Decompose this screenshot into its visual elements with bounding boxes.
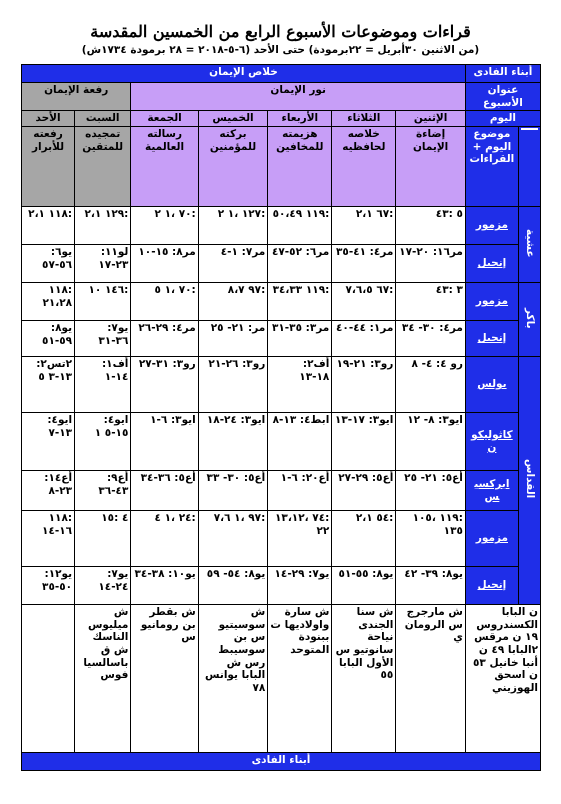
saints-cell: ش سارة واولاديها ت ببنودة المتوحد (268, 605, 332, 753)
cell: يو٨: ٥٥-٥١ (332, 567, 396, 605)
cell: :٧٠ ،١ ٥ (131, 283, 198, 321)
row-footer (22, 753, 541, 771)
row-top (22, 65, 541, 83)
week-title-label: عنوان الأسبوع (465, 83, 540, 111)
cell: مر: ٢١- ٢٥ (198, 321, 268, 357)
row-week (22, 83, 541, 111)
topic-monday: إضاءة الإيمان (396, 127, 466, 207)
saints-cell: ش بقطر بن رومانيو س (131, 605, 198, 753)
cell: يو٨: ٥٩-٥١ (22, 321, 75, 357)
row-liturgy-catholic (22, 413, 541, 471)
cell: :١٢٩ ٢،١ (75, 207, 131, 245)
cell: أع٥: ٢٩-٢٧ (332, 471, 396, 511)
row-days (22, 111, 541, 127)
saints-cell: ش ميليوس الناسك ش ق باسالسيا فوس (75, 605, 131, 753)
cell: مر٨: ١٥-١٠ (131, 245, 198, 283)
cell: يو١٢: ٥٠-٣٥ (22, 567, 75, 605)
section-liturgy: القداس (518, 357, 540, 605)
cell: :١١٨ ٢١،٢٨ (22, 283, 75, 321)
cell: يو٨: ٣٩- ٤٢ (396, 567, 466, 605)
saints-cell: ش مارجرج س الرومان ي (396, 605, 466, 753)
cell: :١١٩ ٥٠،٤٩ (268, 207, 332, 245)
cell: ايو٤: ١٣-٧ (22, 413, 75, 471)
cell: :٦٧ ٧،٦،٥ (332, 283, 396, 321)
cell: ايو٤: ١٥-٥ ١ (75, 413, 131, 471)
cell: ٥ :٤٣ (396, 207, 466, 245)
day-sunday: الأحد (22, 111, 75, 127)
cell: أع٩: ٤٣-٣٦ (75, 471, 131, 511)
topic-thursday: بركته للمؤمنين (198, 127, 268, 207)
cell: أع٢٠: ٦-١ (268, 471, 332, 511)
cell: مر١٦: ٢٠-١٧ (396, 245, 466, 283)
cell: أع٥: ٢١- ٢٥ (396, 471, 466, 511)
footer-label: أبناء الفادى (22, 753, 541, 771)
topic-sunday: رفعته للأبرار (22, 127, 75, 207)
topic-label: موضوع اليوم + القراءات (465, 127, 518, 207)
section-morning: باكر (518, 283, 540, 357)
row-topics (22, 127, 541, 207)
cell: يو٨: ٥٤- ٥٩ (198, 567, 268, 605)
row-morning-psalm (22, 283, 541, 321)
saints-cell: ش سنا الجندى نياحة سانوتيو س الأول البابا ٥٥ (332, 605, 396, 753)
cell: مر٣: ٣٥-٣١ (268, 321, 332, 357)
page-title: قراءات وموضوعات الأسبوع الرابع من الخمسين المقدسة (90, 22, 471, 41)
cell: أع٥: ٣٦-٣٤ (131, 471, 198, 511)
cell: مر٧: ١-٤ (198, 245, 268, 283)
cell: :١١٩ ٣٤،٣٣ (268, 283, 332, 321)
cell: ايو٣: ١٧-١٣ (332, 413, 396, 471)
day-saturday: السبت (75, 111, 131, 127)
week-group-b: رفعة الإيمان (22, 83, 131, 111)
row-label: إنجيل (465, 321, 518, 357)
cell: :١١٨ ٢،١ (22, 207, 75, 245)
cell: أع١٤: ٢٣-٨ (22, 471, 75, 511)
cell: يو٦: ٥٦-٥٧ (22, 245, 75, 283)
cell: ٣ :٤٣ (396, 283, 466, 321)
cell: أف٢: ١٨-١٣ (268, 357, 332, 413)
cell: ايو٣: ٦-١ (131, 413, 198, 471)
row-label: إنجيل (465, 567, 518, 605)
topic-saturday: تمجيده للمتقين (75, 127, 131, 207)
cell: مر٤: ٢٩-٢٦ (131, 321, 198, 357)
cell: ايو٣: ٨- ١٢ (396, 413, 466, 471)
cell: :٧٠ ،١ ٢ (131, 207, 198, 245)
day-thursday: الخميس (198, 111, 268, 127)
cell: :٩٧ ،١ ٧،٦ (198, 511, 268, 567)
row-morning-gospel (22, 321, 541, 357)
topic-wednesday: هزيمته للمخافين (268, 127, 332, 207)
row-label: إنجيل (465, 245, 518, 283)
week-group-a: نور الإيمان (131, 83, 466, 111)
cell: ايو٣: ٢٤-١٨ (198, 413, 268, 471)
row-liturgy-pauline (22, 357, 541, 413)
topic-tuesday: خلاصه لحافظيه (332, 127, 396, 207)
cell: :٧٤ ،١٣،١٢ ٢٢ (268, 511, 332, 567)
cell: :٦٧ ٢،١ (332, 207, 396, 245)
row-label: ابركسيس (465, 471, 518, 511)
cell: :٢٤ ،١ ٤ (131, 511, 198, 567)
topic-friday: رسالته العالمية (131, 127, 198, 207)
cell: لو١١: ٢٣-١٧ (75, 245, 131, 283)
row-liturgy-gospel (22, 567, 541, 605)
cell: :١١٨ ١٦-١٤ (22, 511, 75, 567)
cell: يو٧: ٢٩-١٤ (268, 567, 332, 605)
cell: مر٦: ٥٢-٤٧ (268, 245, 332, 283)
saints-cell: ش سوسيتيو س بن سوسيبط رس ش البابا يوانس ٧٨ (198, 605, 268, 753)
cell: :١٤٦ ١٠ (75, 283, 131, 321)
cell: ابط٤: ١٣-٨ (268, 413, 332, 471)
cell: :١٢٧ ،١ ٢ (198, 207, 268, 245)
cell: مر٤: ٣٠- ٣٤ (396, 321, 466, 357)
saints-cell: ن البابا الكسندروس ١٩ ن مرقس ٢البابا ٤٩ ن أنبا خانيل ٥٣ ن اسحق الهوزيني (465, 605, 540, 753)
row-evening-gospel (22, 245, 541, 283)
readings-table (21, 64, 541, 771)
row-saints (22, 605, 541, 753)
cell: يو٧: ٢٤-١٤ (75, 567, 131, 605)
cell: أع٥: ٣٠- ٣٣ (198, 471, 268, 511)
cell: رو٣: ٢١-١٩ (332, 357, 396, 413)
row-evening-psalm (22, 207, 541, 245)
row-top-value: خلاص الإيمان (22, 65, 466, 83)
day-wednesday: الأربعاء (268, 111, 332, 127)
day-tuesday: الثلاثاء (332, 111, 396, 127)
page-subtitle: (من الاثنين ٣٠أبريل = ٢٢برمودة) حتى الأحد (٦-٥-٢٠١٨ = ٢٨ برمودة ١٧٣٤ش) (81, 44, 480, 56)
cell: أف١: ١٤-١ (75, 357, 131, 413)
row-top-label: أبناء الفادى (465, 65, 540, 83)
cell: يو١٠: ٣٨-٣٤ (131, 567, 198, 605)
row-label: مزمور (465, 511, 518, 567)
cell: :١١٩ ،١٠٥ ١٣٥ (396, 511, 466, 567)
cell: :٥٤ ٢،١ (332, 511, 396, 567)
row-label: مزمور (465, 207, 518, 245)
section-evening: عشية (518, 207, 540, 283)
cell: :٩٧ ٨،٧ (198, 283, 268, 321)
day-label: اليوم (465, 111, 540, 127)
cell: مر١: ٤٤-٤٠ (332, 321, 396, 357)
cell: يو٧: ٣٦-٣١ (75, 321, 131, 357)
day-friday: الجمعة (131, 111, 198, 127)
cell: رو ٤: ٤- ٨ (396, 357, 466, 413)
row-label: مزمور (465, 283, 518, 321)
cell: مر٤: ٤١-٣٥ (332, 245, 396, 283)
cell: رو٣: ٣١-٢٧ (131, 357, 198, 413)
row-liturgy-acts (22, 471, 541, 511)
day-monday: الإثنين (396, 111, 466, 127)
cell: رو٣: ٢٦-٢١ (198, 357, 268, 413)
cell: ٤ :١٥ (75, 511, 131, 567)
cell: ٢تس٢: ١٣-٣ ٥ (22, 357, 75, 413)
topic-label-cell (518, 127, 540, 207)
saints-empty (22, 605, 75, 753)
row-label: بولس (465, 357, 518, 413)
row-liturgy-psalm (22, 511, 541, 567)
row-label: كاثوليكون (465, 413, 518, 471)
